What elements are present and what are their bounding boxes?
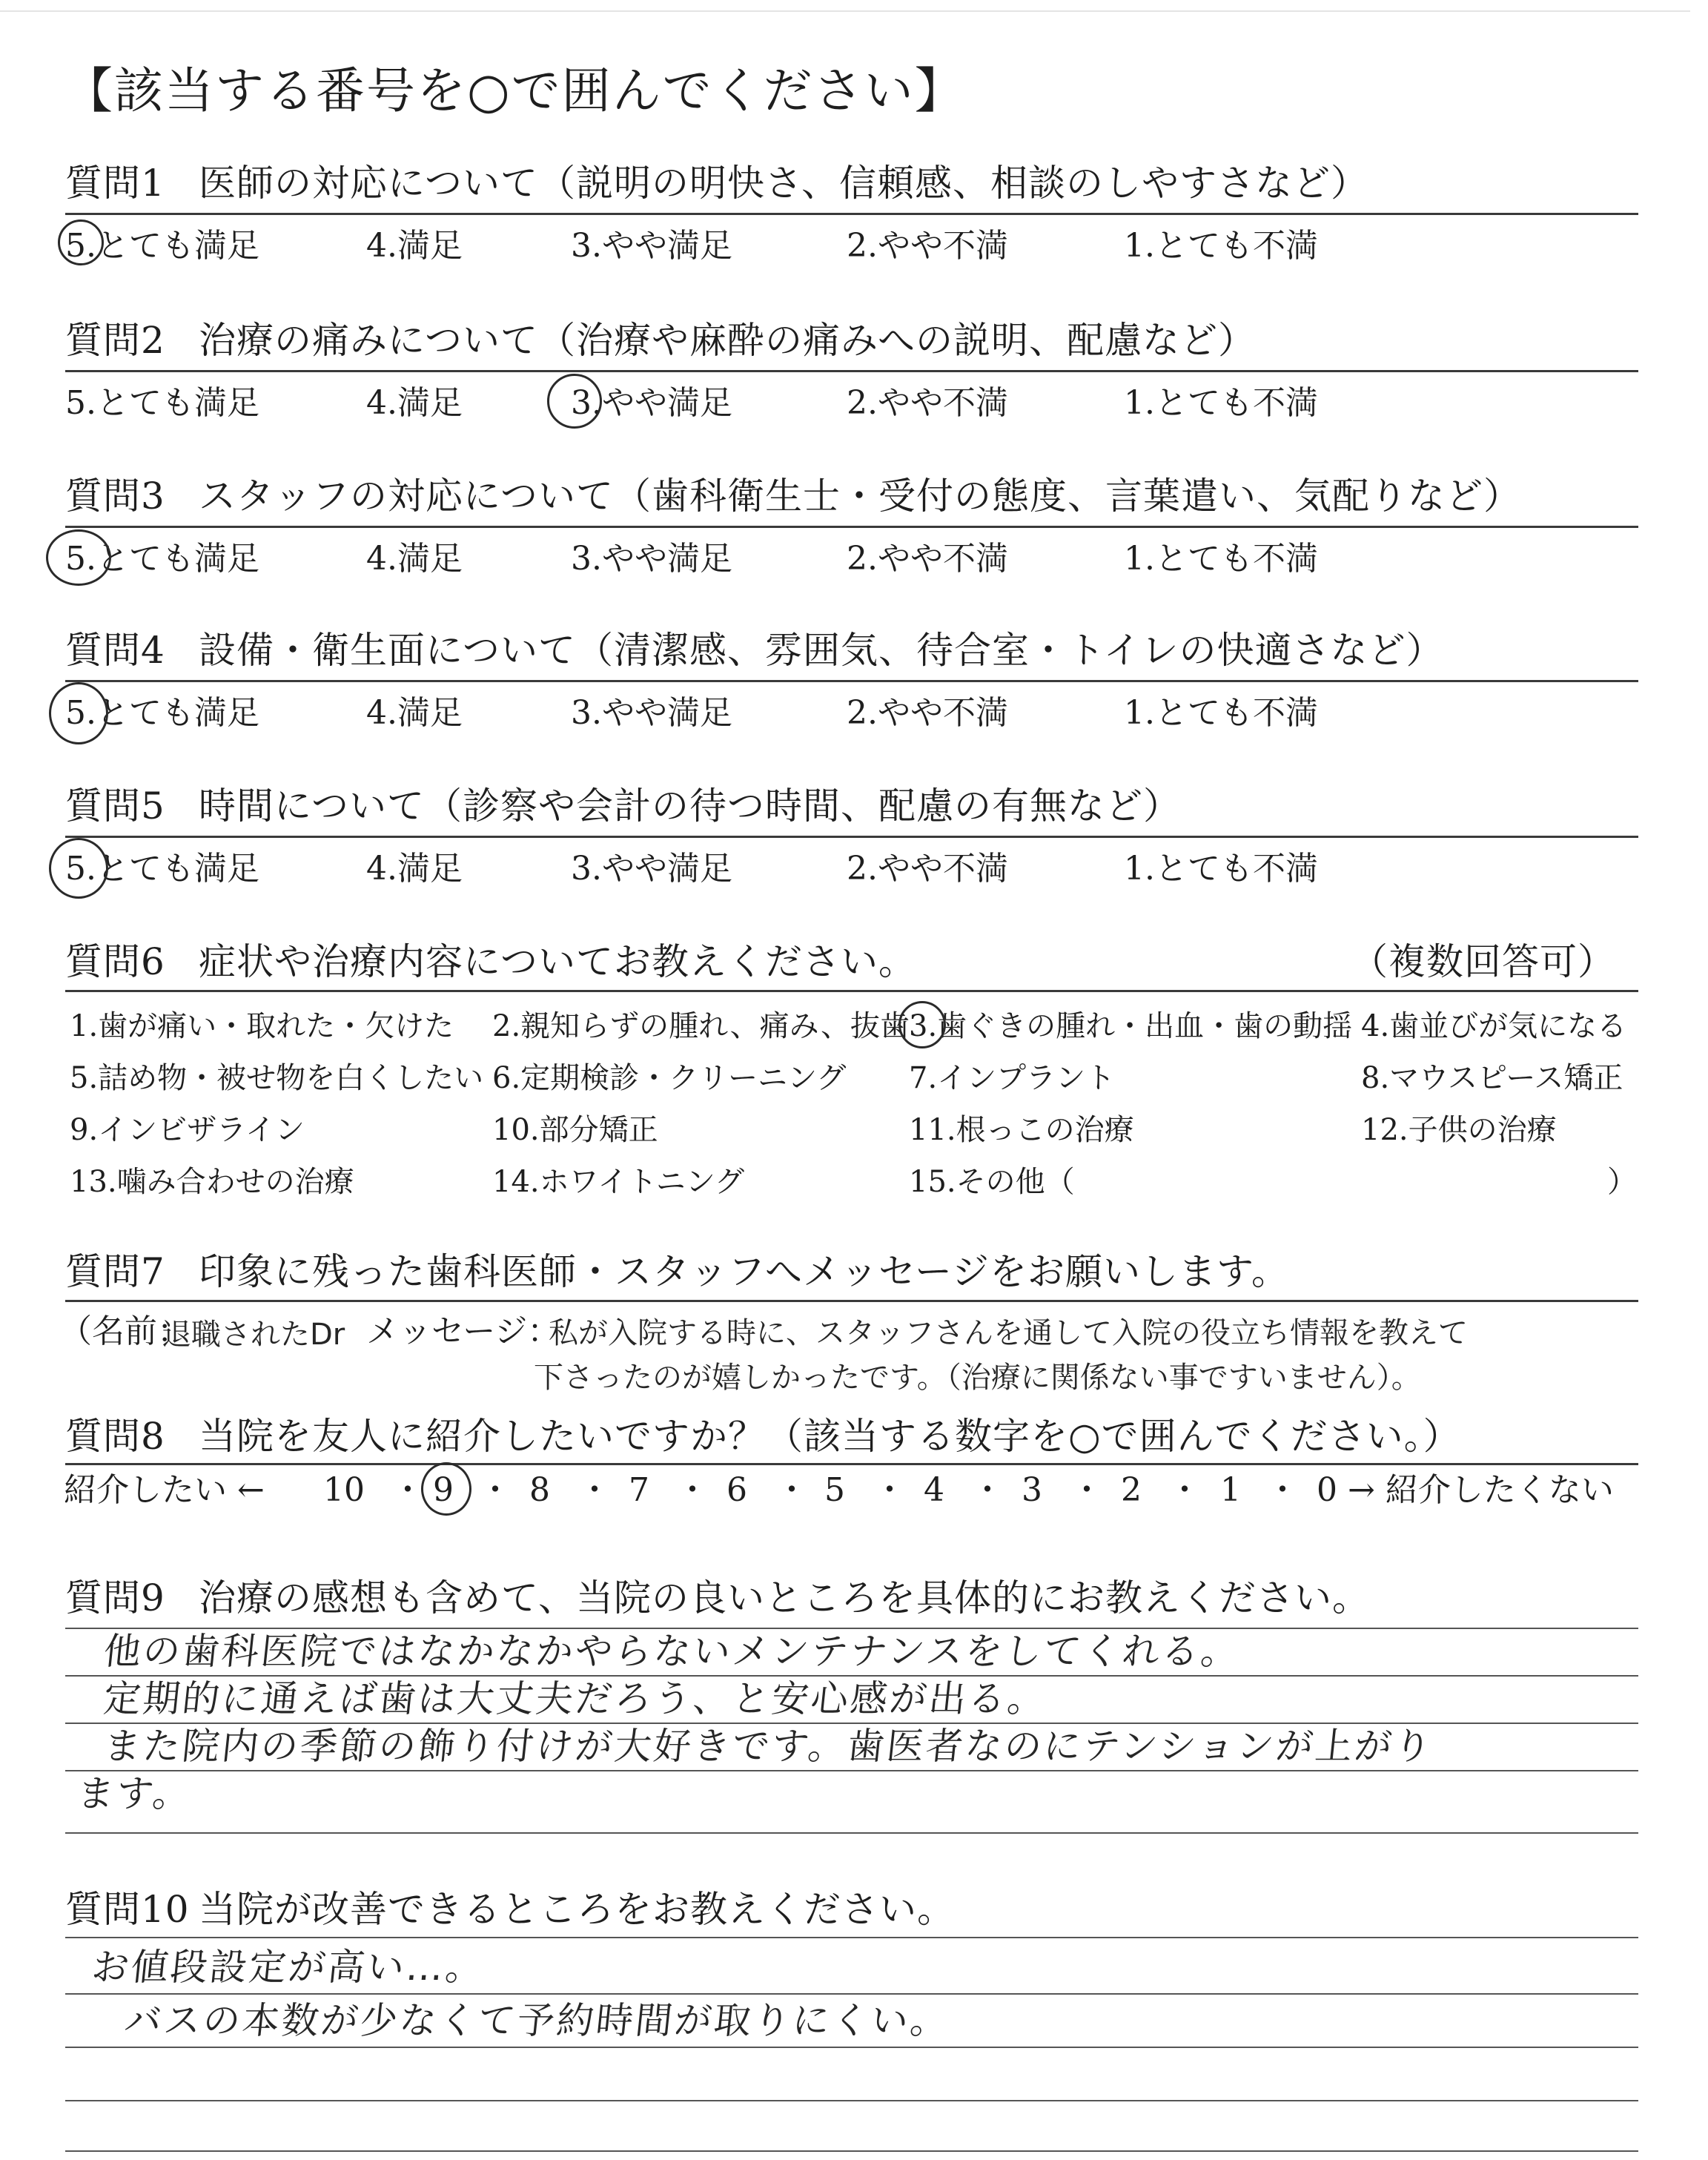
q7-label: 質問7 [65, 1250, 165, 1293]
q8-dot: ・ [391, 1471, 424, 1509]
q3-option-3[interactable]: 3.やや満足 [571, 540, 732, 578]
q3-option-4[interactable]: 4.満足 [366, 540, 463, 578]
q10-answer-rule [65, 2047, 1638, 2048]
q8-number-3[interactable]: 3 [1022, 1471, 1042, 1509]
q4-question: 設備・衛生面について（清潔感、雰囲気、待合室・トイレの快適さなど） [199, 629, 1444, 672]
q1-option-5[interactable]: 5.とても満足 [65, 227, 259, 265]
q2-option-1[interactable]: 1.とても不満 [1124, 384, 1318, 422]
q5-option-4[interactable]: 4.満足 [366, 850, 463, 888]
q7-question: 印象に残った歯科医師・スタッフへメッセージをお願いします。 [199, 1250, 1289, 1293]
q9-label: 質問9 [65, 1576, 165, 1619]
q8-dot: ・ [1266, 1471, 1299, 1509]
q8-dot: ・ [1168, 1471, 1201, 1509]
q8-dot: ・ [873, 1471, 906, 1509]
q5-question: 時間について（診察や会計の待つ時間、配慮の有無など） [199, 785, 1181, 828]
q9-answer-line-1[interactable]: 他の歯科医院ではなかなかやらないメンテナンスをしてくれる。 [101, 1630, 1243, 1673]
q5-rule [65, 836, 1638, 838]
q1-question: 医師の対応について（説明の明快さ、信頼感、相談のしやすさなど） [199, 162, 1368, 205]
q8-number-9[interactable]: 9 [433, 1471, 454, 1509]
q1-option-1[interactable]: 1.とても不満 [1124, 227, 1318, 265]
q9-answer-line-3[interactable]: また院内の季節の飾り付けが大好きです。歯医者なのにテンションが上がり [101, 1725, 1436, 1768]
q6-note: （複数回答可） [1351, 940, 1615, 983]
q6-option-13[interactable]: 13.噛み合わせの治療 [70, 1165, 354, 1199]
q7-name-value[interactable]: 退職されたDr [162, 1318, 345, 1352]
q7-name-label: （名前： [59, 1312, 190, 1350]
q4-option-2[interactable]: 2.やや不満 [847, 694, 1008, 732]
q2-option-3[interactable]: 3.やや満足 [571, 384, 732, 422]
q8-label: 質問8 [65, 1415, 165, 1458]
q6-option-15-close: ） [1607, 1165, 1637, 1199]
q9-answer-rule [65, 1770, 1638, 1771]
q8-right-label: → 紹介したくない [1348, 1471, 1614, 1509]
q3-option-2[interactable]: 2.やや不満 [847, 540, 1008, 578]
q2-option-4[interactable]: 4.満足 [366, 384, 463, 422]
q8-number-7[interactable]: 7 [629, 1471, 649, 1509]
q8-dot: ・ [971, 1471, 1004, 1509]
q6-option-6[interactable]: 6.定期検診・クリーニング [492, 1061, 847, 1095]
q10-rule [65, 1937, 1638, 1938]
q8-dot: ・ [1070, 1471, 1103, 1509]
page-title: 【該当する番号を○で囲んでください】 [64, 62, 965, 119]
q7-message-line-1[interactable]: 私が入院する時に、スタッフさんを通して入院の役立ち情報を教えて [549, 1316, 1468, 1350]
q5-option-2[interactable]: 2.やや不満 [847, 850, 1008, 888]
q9-question: 治療の感想も含めて、当院の良いところを具体的にお教えください。 [199, 1576, 1370, 1619]
q4-option-1[interactable]: 1.とても不満 [1124, 694, 1318, 732]
page-top-border [0, 10, 1690, 12]
q8-dot: ・ [676, 1471, 709, 1509]
q4-option-5[interactable]: 5.とても満足 [65, 694, 259, 732]
q3-option-5[interactable]: 5.とても満足 [65, 540, 259, 578]
q6-option-11[interactable]: 11.根っこの治療 [909, 1113, 1134, 1147]
q6-option-14[interactable]: 14.ホワイトニング [492, 1165, 745, 1199]
q6-option-3[interactable]: 3.歯ぐきの腫れ・出血・歯の動揺 [909, 1009, 1353, 1043]
q9-rule [65, 1628, 1638, 1629]
q6-rule [65, 990, 1638, 992]
q10-answer-rule [65, 2150, 1638, 2152]
q6-label: 質問6 [65, 940, 165, 983]
q9-answer-line-2[interactable]: 定期的に通えば歯は大丈夫だろう、と安心感が出る。 [101, 1677, 1050, 1720]
q4-option-4[interactable]: 4.満足 [366, 694, 463, 732]
q8-number-6[interactable]: 6 [726, 1471, 747, 1509]
q9-answer-rule [65, 1675, 1638, 1677]
q8-dot: ・ [479, 1471, 512, 1509]
q2-label: 質問2 [65, 319, 165, 362]
q2-question: 治療の痛みについて（治療や麻酔の痛みへの説明、配慮など） [199, 319, 1256, 362]
q7-message-line-2[interactable]: 下さったのが嬉しかったです。（治療に関係ない事ですいません）。 [534, 1361, 1421, 1395]
q6-option-8[interactable]: 8.マウスピース矯正 [1361, 1061, 1623, 1095]
q1-label: 質問1 [65, 162, 165, 205]
q3-question: スタッフの対応について（歯科衛生士・受付の態度、言葉遣い、気配りなど） [199, 475, 1521, 518]
q6-option-12[interactable]: 12.子供の治療 [1361, 1113, 1557, 1147]
q6-option-9[interactable]: 9.インビザライン [70, 1113, 305, 1147]
q8-answer-circle [421, 1462, 471, 1516]
q8-number-4[interactable]: 4 [924, 1471, 944, 1509]
q6-option-7[interactable]: 7.インプラント [909, 1061, 1116, 1095]
q2-option-2[interactable]: 2.やや不満 [847, 384, 1008, 422]
q8-left-label: 紹介したい ← [64, 1471, 265, 1509]
q8-question: 当院を友人に紹介したいですか？（該当する数字を○で囲んでください。） [199, 1415, 1461, 1458]
q8-number-5[interactable]: 5 [824, 1471, 845, 1509]
q6-option-2[interactable]: 2.親知らずの腫れ、痛み、抜歯 [492, 1009, 910, 1043]
q6-option-4[interactable]: 4.歯並びが気になる [1361, 1009, 1627, 1043]
q1-rule [65, 213, 1638, 215]
q5-answer-circle [49, 838, 108, 899]
q10-answer-rule [65, 2100, 1638, 2101]
q6-option-1[interactable]: 1.歯が痛い・取れた・欠けた [70, 1009, 454, 1043]
q10-answer-rule [65, 1993, 1638, 1995]
q4-rule [65, 680, 1638, 682]
q9-answer-rule [65, 1832, 1638, 1834]
q9-answer-line-4[interactable]: ます。 [74, 1772, 195, 1815]
q2-answer-circle [547, 374, 602, 429]
q8-dot: ・ [578, 1471, 611, 1509]
q6-option-10[interactable]: 10.部分矯正 [492, 1113, 658, 1147]
q6-option-15[interactable]: 15.その他（ [909, 1165, 1075, 1199]
q6-option-5[interactable]: 5.詰め物・被せ物を白くしたい [70, 1061, 484, 1095]
q10-answer-line-1[interactable]: お値段設定が高い…。 [89, 1946, 488, 1989]
q3-rule [65, 526, 1638, 528]
q4-option-3[interactable]: 3.やや満足 [571, 694, 732, 732]
q5-label: 質問5 [65, 785, 165, 828]
q10-answer-line-2[interactable]: バスの本数が少なくて予約時間が取りにくい。 [122, 1999, 953, 2042]
q1-option-2[interactable]: 2.やや不満 [847, 227, 1008, 265]
q8-number-8[interactable]: 8 [529, 1471, 550, 1509]
q5-option-3[interactable]: 3.やや満足 [571, 850, 732, 888]
q8-rule [65, 1463, 1638, 1465]
q3-label: 質問3 [65, 475, 165, 518]
q10-question: 当院が改善できるところをお教えください。 [199, 1888, 955, 1931]
q7-rule [65, 1300, 1638, 1302]
q3-answer-circle [46, 529, 111, 586]
q2-option-5[interactable]: 5.とても満足 [65, 384, 259, 422]
q4-label: 質問4 [65, 629, 165, 672]
q8-number-0[interactable]: 0 [1317, 1471, 1337, 1509]
q10-label: 質問10 [65, 1888, 190, 1931]
q5-option-5[interactable]: 5.とても満足 [65, 850, 259, 888]
q8-number-10[interactable]: 10 [323, 1471, 365, 1509]
q1-answer-circle [58, 219, 104, 265]
q4-answer-circle [49, 682, 108, 744]
q9-answer-rule [65, 1723, 1638, 1724]
q8-number-2[interactable]: 2 [1121, 1471, 1142, 1509]
q3-option-1[interactable]: 1.とても不満 [1124, 540, 1318, 578]
q8-number-1[interactable]: 1 [1220, 1471, 1241, 1509]
q6-answer-circle [898, 1001, 946, 1048]
q7-message-label: メッセージ： [366, 1312, 560, 1350]
q8-dot: ・ [775, 1471, 808, 1509]
q5-option-1[interactable]: 1.とても不満 [1124, 850, 1318, 888]
q6-question: 症状や治療内容についてお教えください。 [199, 940, 916, 983]
q2-rule [65, 370, 1638, 372]
q1-option-4[interactable]: 4.満足 [366, 227, 463, 265]
q1-option-3[interactable]: 3.やや満足 [571, 227, 732, 265]
